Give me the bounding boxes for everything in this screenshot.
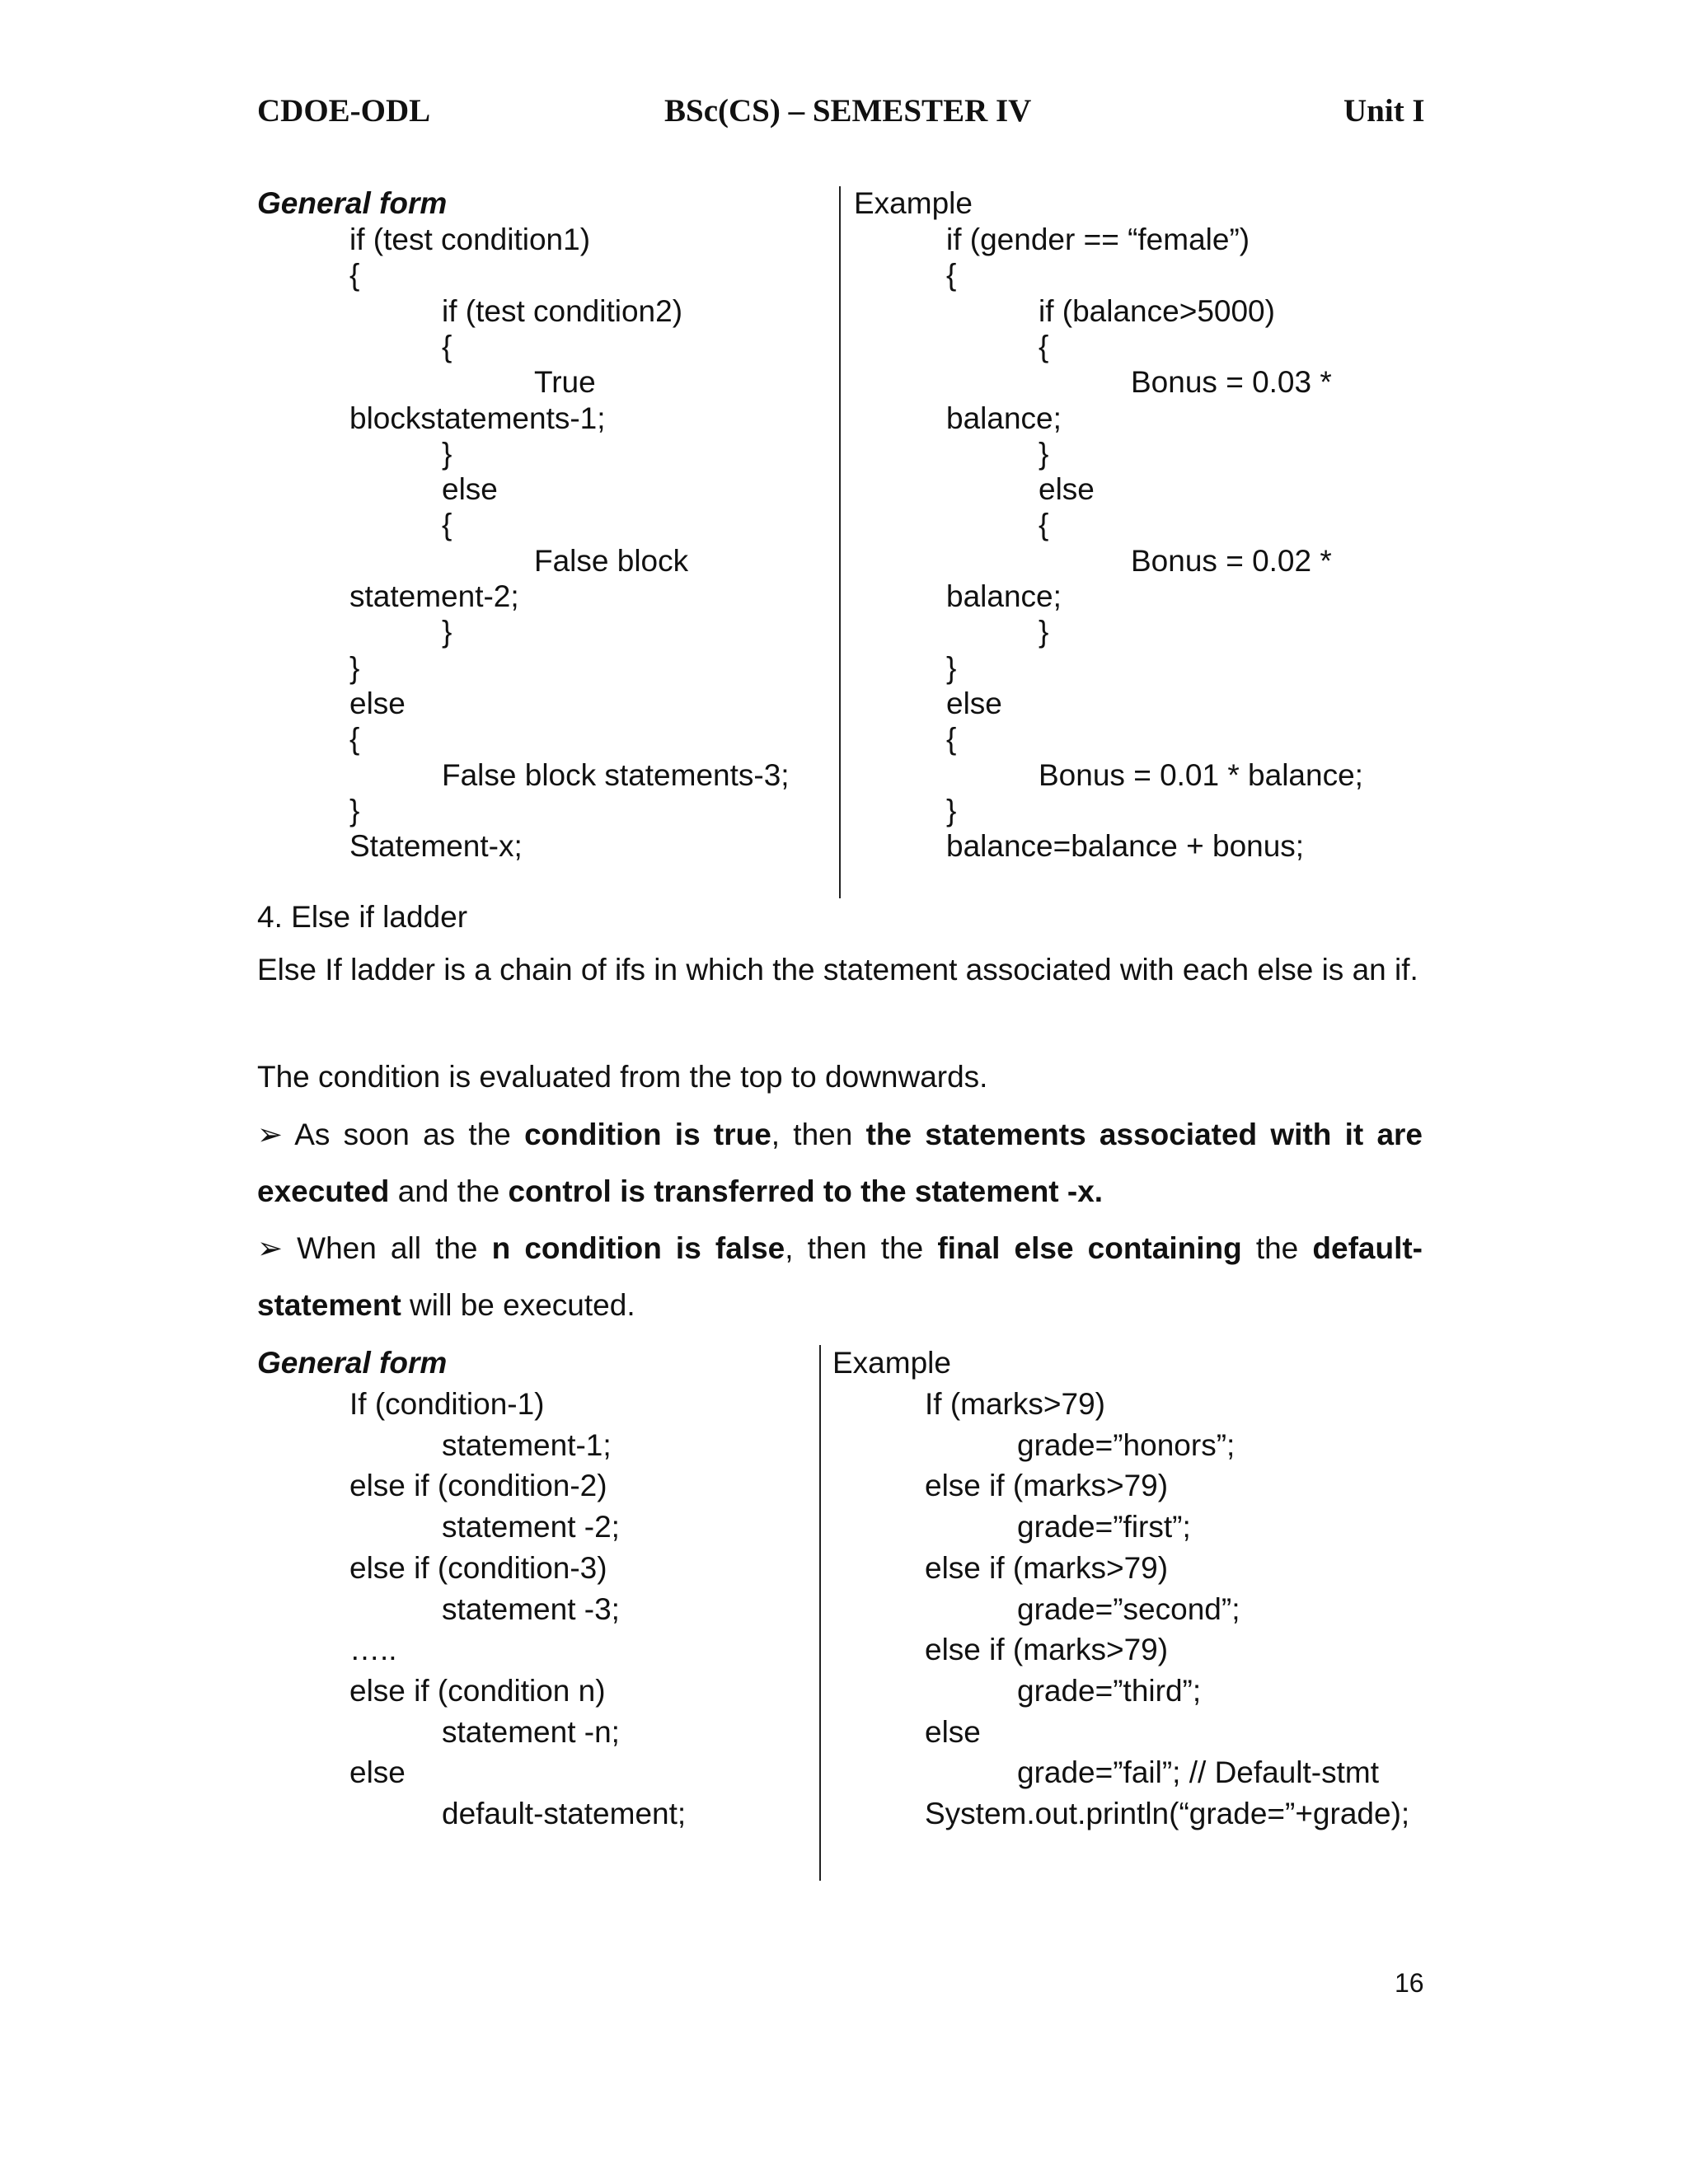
example-title: Example [832, 1346, 951, 1380]
code-line: grade=”honors”; [1017, 1427, 1236, 1462]
code-line: If (marks>79) [925, 1387, 1105, 1421]
code-line: False block [534, 543, 689, 578]
code-line: Statement-x; [349, 829, 523, 864]
code-line: statement -2; [442, 1510, 620, 1544]
code-line: else if (condition-2) [349, 1469, 607, 1503]
code-line: grade=”first”; [1017, 1510, 1191, 1544]
bullet-bold: final else containing [937, 1231, 1242, 1265]
code-line: { [442, 329, 452, 363]
code-line: } [946, 793, 957, 827]
ladder-description: Else If ladder is a chain of ifs in which the statement associated with each else is an if. [257, 953, 1418, 987]
code-line: Bonus = 0.02 * [1131, 543, 1332, 578]
code-line: ….. [349, 1633, 397, 1667]
bullet-all-false [257, 1220, 1423, 1333]
code-line: True [534, 365, 596, 400]
ladder-evaluation: The condition is evaluated from the top to downwards. [257, 1060, 988, 1094]
bullet-text: , then the [785, 1231, 938, 1265]
code-line: if (test condition2) [442, 293, 683, 328]
code-line: default-statement; [442, 1797, 687, 1830]
example-title: Example [854, 186, 973, 220]
bullet-text: and the [389, 1174, 509, 1208]
code-line: { [442, 508, 452, 542]
code-line: grade=”second”; [1017, 1591, 1240, 1626]
code-line: else [1039, 472, 1095, 507]
code-line: else [925, 1714, 981, 1749]
code-line: } [946, 650, 957, 685]
bullet-text: the [1241, 1231, 1313, 1265]
header-right: Unit I [1343, 93, 1425, 129]
bullet-bold: the statements associated with it are executed [257, 1118, 1423, 1208]
code-line: blockstatements-1; [349, 401, 606, 435]
bullet-text: , then [771, 1118, 866, 1151]
code-line: } [442, 436, 452, 471]
code-line: else [349, 686, 406, 720]
code-line: } [442, 615, 452, 649]
code-line: balance; [946, 579, 1062, 613]
code-line: if (balance>5000) [1039, 293, 1275, 328]
bullet-bold: default-statement [257, 1231, 1423, 1322]
code-line: { [1039, 508, 1049, 542]
code-line: balance=balance + bonus; [946, 829, 1305, 864]
code-line: else if (marks>79) [925, 1469, 1169, 1503]
code-line: False block statements-3; [442, 757, 790, 792]
page-number: 16 [1395, 1968, 1424, 1998]
header-left: CDOE-ODL [257, 93, 431, 129]
code-line: balance; [946, 401, 1062, 435]
bullet-bold: control is transferred to the statement -x. [508, 1174, 1104, 1208]
column-divider [839, 186, 841, 898]
code-line: Bonus = 0.03 * [1131, 365, 1332, 400]
code-line: { [946, 258, 957, 293]
code-line: } [349, 793, 360, 827]
code-line: } [1039, 615, 1049, 649]
column-divider [819, 1345, 821, 1881]
header-center: BSc(CS) – SEMESTER IV [664, 93, 1032, 129]
code-line: System.out.println(“grade=”+grade); [925, 1797, 1410, 1830]
code-line: else [442, 472, 498, 507]
code-line: { [349, 258, 360, 293]
bullet-bold: condition is true [524, 1118, 771, 1151]
code-line: { [349, 722, 360, 757]
code-line: statement -n; [442, 1714, 620, 1749]
code-line: Bonus = 0.01 * balance; [1039, 757, 1363, 792]
bullet-arrow-icon: ➢ [257, 1231, 284, 1265]
bullet-text: will be executed. [401, 1288, 635, 1322]
code-line: grade=”third”; [1017, 1673, 1202, 1708]
code-line: { [946, 722, 957, 757]
code-line: } [1039, 436, 1049, 471]
code-line: { [1039, 329, 1049, 363]
general-form-title: General form [257, 186, 448, 220]
code-line: else if (condition-3) [349, 1550, 607, 1585]
general-form-title: General form [257, 1346, 448, 1380]
code-line: grade=”fail”; // Default-stmt [1017, 1755, 1380, 1790]
code-line: if (gender == “female”) [946, 223, 1250, 256]
code-line: else [946, 686, 1002, 720]
code-line: statement-1; [442, 1427, 612, 1462]
code-line: else if (marks>79) [925, 1550, 1169, 1585]
bullet-text: When all the [297, 1231, 492, 1265]
code-line: statement -3; [442, 1591, 620, 1626]
code-line: else if (condition n) [349, 1673, 606, 1708]
code-line: else if (marks>79) [925, 1633, 1169, 1667]
bullet-arrow-icon: ➢ [257, 1118, 284, 1151]
bullet-text: As soon as the [294, 1118, 525, 1151]
bullet-condition-true [257, 1106, 1423, 1220]
code-line: If (condition-1) [349, 1387, 545, 1421]
code-line: statement-2; [349, 579, 519, 613]
code-line: else [349, 1755, 406, 1790]
bullet-bold: n condition is false [491, 1231, 785, 1265]
code-line: } [349, 650, 360, 685]
code-line: if (test condition1) [349, 223, 591, 256]
section-heading: 4. Else if ladder [257, 900, 468, 934]
